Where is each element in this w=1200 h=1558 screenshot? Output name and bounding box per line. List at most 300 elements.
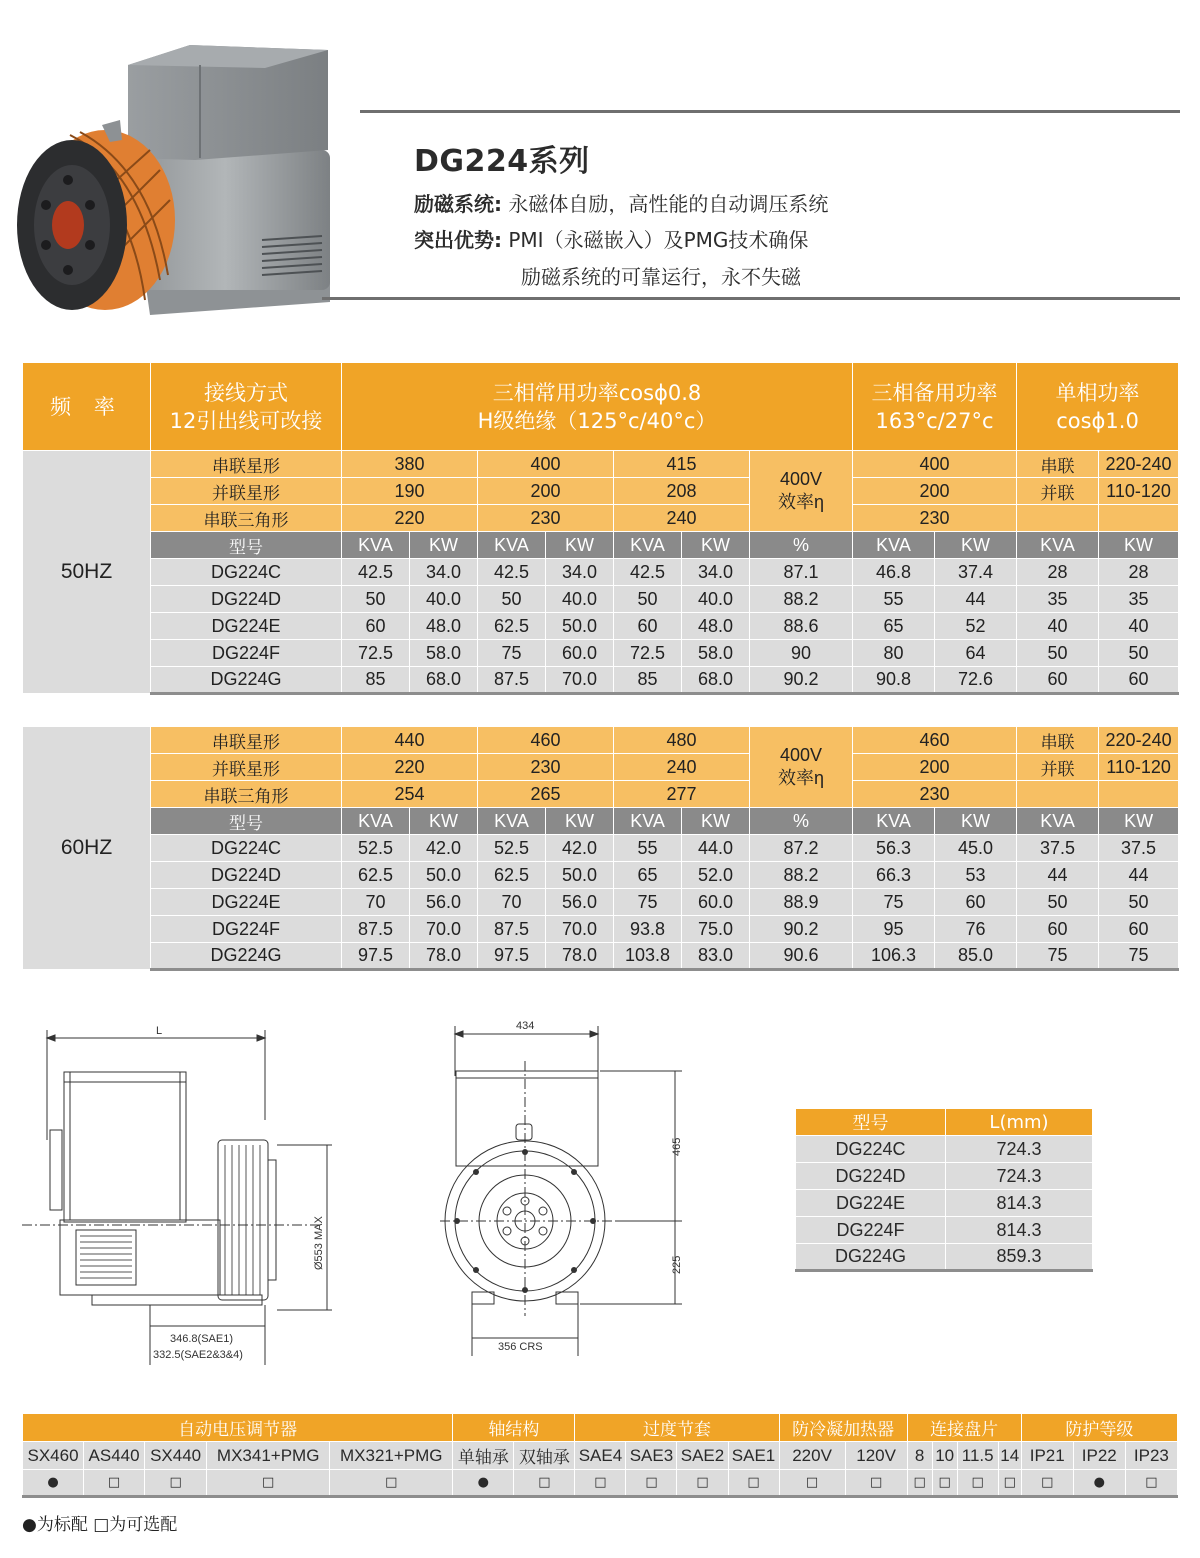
value-cell: 50 (478, 586, 546, 613)
value-cell: 34.0 (410, 559, 478, 586)
wiring-row (23, 727, 1179, 754)
value-cell: 75 (1099, 943, 1179, 970)
table-row (23, 586, 1179, 613)
efficiency-label: 400V 效率η (750, 727, 853, 808)
wiring-name: 串联三角形 (151, 505, 342, 532)
value-cell: 42.5 (614, 559, 682, 586)
value-cell: 65 (614, 862, 682, 889)
optional-mark: □ (998, 1470, 1021, 1497)
value-cell: 68.0 (410, 667, 478, 694)
column-header-row (23, 808, 1179, 835)
column-header: % (750, 532, 853, 559)
optional-mark: □ (779, 1470, 845, 1497)
single-phase-voltage: 110-120 (1099, 754, 1179, 781)
option-group: 连接盘片 (907, 1414, 1021, 1442)
value-cell: 78.0 (546, 943, 614, 970)
dim-height-225: 225 (671, 1255, 683, 1274)
standby-voltage: 400 (853, 451, 1017, 478)
length-row (796, 1190, 1093, 1217)
header-rule-bottom (322, 297, 1180, 300)
standby-voltage: 200 (853, 478, 1017, 505)
model-cell: DG224E (151, 889, 342, 916)
value-cell: 65 (853, 613, 935, 640)
excitation-label: 励磁系统: (414, 192, 502, 216)
value-cell: 50.0 (410, 862, 478, 889)
option-name: MX341+PMG (207, 1442, 330, 1470)
option-name: SX460 (23, 1442, 84, 1470)
column-header: 型号 (151, 532, 342, 559)
length-value: 814.3 (946, 1217, 1093, 1244)
option-name: 14 (998, 1442, 1021, 1470)
value-cell: 90.2 (750, 916, 853, 943)
length-value: 859.3 (946, 1244, 1093, 1271)
value-cell: 52.0 (682, 862, 750, 889)
option-group: 过度节套 (575, 1414, 779, 1442)
length-value: 724.3 (946, 1163, 1093, 1190)
column-header: KW (682, 532, 750, 559)
value-cell: 72.6 (935, 667, 1017, 694)
voltage-value: 254 (342, 781, 478, 808)
length-row (796, 1163, 1093, 1190)
optional-mark: □ (330, 1470, 453, 1497)
value-cell: 70 (342, 889, 410, 916)
column-header: KW (410, 808, 478, 835)
value-cell: 72.5 (342, 640, 410, 667)
spec-table-60hz (22, 726, 1179, 971)
voltage-value: 460 (478, 727, 614, 754)
option-group: 轴结构 (453, 1414, 575, 1442)
voltage-value: 400 (478, 451, 614, 478)
value-cell: 87.5 (478, 667, 546, 694)
column-header: KVA (853, 808, 935, 835)
value-cell: 62.5 (478, 862, 546, 889)
table-row (23, 889, 1179, 916)
model-cell: DG224G (151, 667, 342, 694)
advantage-label: 突出优势: (414, 228, 502, 252)
optional-mark: □ (84, 1470, 145, 1497)
voltage-value: 220 (342, 505, 478, 532)
voltage-value: 200 (478, 478, 614, 505)
single-phase-voltage (1099, 781, 1179, 808)
option-name: IP21 (1021, 1442, 1073, 1470)
model-cell: DG224F (151, 916, 342, 943)
value-cell: 48.0 (410, 613, 478, 640)
wiring-name: 串联星形 (151, 451, 342, 478)
option-name: SAE2 (677, 1442, 728, 1470)
option-group-row (23, 1414, 1178, 1442)
option-name: 双轴承 (514, 1442, 575, 1470)
model-cell: DG224D (151, 586, 342, 613)
dim-l: L (156, 1025, 163, 1037)
option-name: SAE4 (575, 1442, 626, 1470)
option-name: 10 (932, 1442, 957, 1470)
value-cell: 75 (853, 889, 935, 916)
value-cell: 40 (1017, 613, 1099, 640)
value-cell: 97.5 (478, 943, 546, 970)
value-cell: 90.2 (750, 667, 853, 694)
model-cell: DG224C (796, 1136, 946, 1163)
single-phase-label: 并联 (1017, 478, 1099, 505)
column-header: KVA (478, 532, 546, 559)
column-header: % (750, 808, 853, 835)
optional-mark: □ (845, 1470, 907, 1497)
value-cell: 87.5 (478, 916, 546, 943)
option-name: 8 (907, 1442, 932, 1470)
single-phase-voltage: 220-240 (1099, 727, 1179, 754)
value-cell: 42.0 (546, 835, 614, 862)
voltage-value: 415 (614, 451, 750, 478)
table-row (23, 943, 1179, 970)
header-single-phase: 单相功率 cosϕ1.0 (1017, 363, 1179, 451)
value-cell: 83.0 (682, 943, 750, 970)
single-phase-label: 串联 (1017, 451, 1099, 478)
value-cell: 44.0 (682, 835, 750, 862)
value-cell: 56.0 (546, 889, 614, 916)
value-cell: 45.0 (935, 835, 1017, 862)
value-cell: 55 (853, 586, 935, 613)
optional-mark: □ (1021, 1470, 1073, 1497)
value-cell: 53 (935, 862, 1017, 889)
option-group: 防护等级 (1021, 1414, 1177, 1442)
value-cell: 97.5 (342, 943, 410, 970)
standby-voltage: 230 (853, 505, 1017, 532)
value-cell: 44 (1017, 862, 1099, 889)
wiring-name: 串联星形 (151, 727, 342, 754)
length-header: 型号 (796, 1109, 946, 1136)
value-cell: 87.2 (750, 835, 853, 862)
single-phase-voltage (1099, 505, 1179, 532)
value-cell: 28 (1017, 559, 1099, 586)
column-header-row (23, 532, 1179, 559)
voltage-value: 230 (478, 754, 614, 781)
excitation-line (414, 188, 828, 217)
length-header-row (796, 1109, 1093, 1136)
option-name: MX321+PMG (330, 1442, 453, 1470)
value-cell: 106.3 (853, 943, 935, 970)
value-cell: 75 (478, 640, 546, 667)
header-standby-power: 三相备用功率 163°c/27°c (853, 363, 1017, 451)
value-cell: 52 (935, 613, 1017, 640)
value-cell: 88.2 (750, 862, 853, 889)
options-table (22, 1413, 1178, 1498)
value-cell: 60 (1017, 667, 1099, 694)
value-cell: 85.0 (935, 943, 1017, 970)
single-phase-voltage: 110-120 (1099, 478, 1179, 505)
advantage-line (414, 224, 808, 253)
standard-mark: ● (23, 1470, 84, 1497)
value-cell: 37.4 (935, 559, 1017, 586)
wiring-row (23, 781, 1179, 808)
table-row (23, 559, 1179, 586)
column-header: KW (935, 532, 1017, 559)
header-continuous-power: 三相常用功率cosϕ0.8 H级绝缘（125°c/40°c） (342, 363, 853, 451)
optional-mark: □ (932, 1470, 957, 1497)
option-name: SX440 (145, 1442, 207, 1470)
optional-mark: □ (957, 1470, 998, 1497)
table-row (23, 916, 1179, 943)
option-name: 220V (779, 1442, 845, 1470)
standby-voltage: 460 (853, 727, 1017, 754)
value-cell: 44 (935, 586, 1017, 613)
value-cell: 42.0 (410, 835, 478, 862)
option-name: 120V (845, 1442, 907, 1470)
standard-mark: ● (1073, 1470, 1125, 1497)
dim-width: 434 (516, 1020, 535, 1032)
length-row (796, 1217, 1093, 1244)
column-header: KW (1099, 532, 1179, 559)
option-name: IP22 (1073, 1442, 1125, 1470)
value-cell: 85 (342, 667, 410, 694)
single-phase-label: 并联 (1017, 754, 1099, 781)
value-cell: 103.8 (614, 943, 682, 970)
value-cell: 75 (1017, 943, 1099, 970)
table-row (23, 862, 1179, 889)
column-header: KVA (614, 532, 682, 559)
value-cell: 50 (1017, 889, 1099, 916)
value-cell: 34.0 (682, 559, 750, 586)
model-cell: DG224E (151, 613, 342, 640)
column-header: KW (682, 808, 750, 835)
optional-mark: □ (626, 1470, 677, 1497)
wiring-name: 并联星形 (151, 478, 342, 505)
model-cell: DG224G (151, 943, 342, 970)
optional-mark: □ (728, 1470, 779, 1497)
value-cell: 58.0 (682, 640, 750, 667)
option-name: SAE1 (728, 1442, 779, 1470)
value-cell: 60.0 (682, 889, 750, 916)
value-cell: 52.5 (342, 835, 410, 862)
value-cell: 90.8 (853, 667, 935, 694)
single-phase-label (1017, 505, 1099, 532)
spec-table-50hz (22, 362, 1179, 695)
length-header: L(mm) (946, 1109, 1093, 1136)
value-cell: 87.5 (342, 916, 410, 943)
model-cell: DG224D (151, 862, 342, 889)
value-cell: 55 (614, 835, 682, 862)
value-cell: 70 (478, 889, 546, 916)
excitation-text: 永磁体自励，高性能的自动调压系统 (502, 192, 829, 216)
optional-mark: □ (145, 1470, 207, 1497)
value-cell: 70.0 (546, 916, 614, 943)
option-name: 单轴承 (453, 1442, 514, 1470)
column-header: KW (546, 532, 614, 559)
length-row (796, 1244, 1093, 1271)
legend: ●为标配 □为可选配 (22, 1515, 178, 1535)
value-cell: 52.5 (478, 835, 546, 862)
value-cell: 48.0 (682, 613, 750, 640)
dim-height-465: 465 (671, 1137, 683, 1156)
value-cell: 60 (614, 613, 682, 640)
optional-mark: □ (514, 1470, 575, 1497)
value-cell: 50.0 (546, 613, 614, 640)
dim-sae1: 346.8(SAE1) (170, 1333, 233, 1345)
column-header: KW (546, 808, 614, 835)
option-group: 防冷凝加热器 (779, 1414, 907, 1442)
generator-photo (10, 40, 340, 340)
advantage-line-2: 励磁系统的可靠运行，永不失磁 (521, 265, 801, 289)
option-name: IP23 (1125, 1442, 1177, 1470)
value-cell: 42.5 (342, 559, 410, 586)
value-cell: 60 (1099, 916, 1179, 943)
model-cell: DG224C (151, 559, 342, 586)
value-cell: 50 (1099, 640, 1179, 667)
voltage-value: 440 (342, 727, 478, 754)
series-title: DG224系列 (414, 144, 590, 179)
value-cell: 56.3 (853, 835, 935, 862)
standard-mark: ● (453, 1470, 514, 1497)
value-cell: 75 (614, 889, 682, 916)
dim-sae2: 332.5(SAE2&3&4) (153, 1349, 243, 1361)
value-cell: 66.3 (853, 862, 935, 889)
value-cell: 35 (1099, 586, 1179, 613)
table-row (23, 613, 1179, 640)
value-cell: 50 (614, 586, 682, 613)
column-header: 型号 (151, 808, 342, 835)
value-cell: 90 (750, 640, 853, 667)
model-cell: DG224D (796, 1163, 946, 1190)
header-rule-top (360, 110, 1180, 113)
table-row (23, 640, 1179, 667)
model-cell: DG224F (151, 640, 342, 667)
table-row (23, 667, 1179, 694)
column-header: KVA (478, 808, 546, 835)
value-cell: 87.1 (750, 559, 853, 586)
column-header: KW (1099, 808, 1179, 835)
value-cell: 50 (1017, 640, 1099, 667)
value-cell: 72.5 (614, 640, 682, 667)
voltage-value: 240 (614, 754, 750, 781)
frequency-label: 50HZ (23, 451, 151, 694)
efficiency-label: 400V 效率η (750, 451, 853, 532)
value-cell: 40 (1099, 613, 1179, 640)
value-cell: 88.2 (750, 586, 853, 613)
value-cell: 70.0 (546, 667, 614, 694)
single-phase-voltage: 220-240 (1099, 451, 1179, 478)
value-cell: 46.8 (853, 559, 935, 586)
optional-mark: □ (207, 1470, 330, 1497)
value-cell: 28 (1099, 559, 1179, 586)
optional-mark: □ (677, 1470, 728, 1497)
header-frequency: 频 率 (23, 363, 151, 451)
value-cell: 40.0 (682, 586, 750, 613)
option-name: SAE3 (626, 1442, 677, 1470)
wiring-row (23, 478, 1179, 505)
option-group: 自动电压调节器 (23, 1414, 453, 1442)
value-cell: 50.0 (546, 862, 614, 889)
model-cell: DG224G (796, 1244, 946, 1271)
model-cell: DG224E (796, 1190, 946, 1217)
front-view-drawing (430, 1016, 700, 1361)
option-name: 11.5 (957, 1442, 998, 1470)
value-cell: 50 (1099, 889, 1179, 916)
column-header: KVA (853, 532, 935, 559)
length-value: 814.3 (946, 1190, 1093, 1217)
value-cell: 64 (935, 640, 1017, 667)
voltage-value: 208 (614, 478, 750, 505)
voltage-value: 220 (342, 754, 478, 781)
frequency-label: 60HZ (23, 727, 151, 970)
value-cell: 70.0 (410, 916, 478, 943)
value-cell: 78.0 (410, 943, 478, 970)
value-cell: 80 (853, 640, 935, 667)
value-cell: 37.5 (1099, 835, 1179, 862)
dim-diameter: Ø553 MAX (313, 1216, 325, 1270)
voltage-value: 380 (342, 451, 478, 478)
wiring-row (23, 505, 1179, 532)
value-cell: 88.9 (750, 889, 853, 916)
length-table (795, 1108, 1093, 1272)
advantage-text: PMI（永磁嵌入）及PMG技术确保 (502, 228, 809, 252)
value-cell: 34.0 (546, 559, 614, 586)
column-header: KVA (342, 532, 410, 559)
voltage-value: 240 (614, 505, 750, 532)
value-cell: 40.0 (410, 586, 478, 613)
value-cell: 60.0 (546, 640, 614, 667)
value-cell: 50 (342, 586, 410, 613)
voltage-value: 230 (478, 505, 614, 532)
voltage-value: 265 (478, 781, 614, 808)
column-header: KVA (1017, 532, 1099, 559)
value-cell: 93.8 (614, 916, 682, 943)
side-view-drawing (22, 1020, 362, 1370)
wiring-row (23, 754, 1179, 781)
value-cell: 58.0 (410, 640, 478, 667)
wiring-name: 串联三角形 (151, 781, 342, 808)
standby-voltage: 230 (853, 781, 1017, 808)
optional-mark: □ (575, 1470, 626, 1497)
column-header: KVA (1017, 808, 1099, 835)
value-cell: 62.5 (478, 613, 546, 640)
option-mark-row (23, 1470, 1178, 1497)
value-cell: 37.5 (1017, 835, 1099, 862)
model-cell: DG224C (151, 835, 342, 862)
value-cell: 90.6 (750, 943, 853, 970)
wiring-name: 并联星形 (151, 754, 342, 781)
column-header: KW (935, 808, 1017, 835)
value-cell: 35 (1017, 586, 1099, 613)
value-cell: 44 (1099, 862, 1179, 889)
standby-voltage: 200 (853, 754, 1017, 781)
column-header: KVA (342, 808, 410, 835)
value-cell: 68.0 (682, 667, 750, 694)
option-name-row (23, 1442, 1178, 1470)
single-phase-label: 串联 (1017, 727, 1099, 754)
voltage-value: 190 (342, 478, 478, 505)
value-cell: 60 (1099, 667, 1179, 694)
column-header: KVA (614, 808, 682, 835)
optional-mark: □ (1125, 1470, 1177, 1497)
value-cell: 76 (935, 916, 1017, 943)
single-phase-label (1017, 781, 1099, 808)
value-cell: 56.0 (410, 889, 478, 916)
header-wiring: 接线方式 12引出线可改接 (151, 363, 342, 451)
value-cell: 60 (1017, 916, 1099, 943)
dim-crs: 356 CRS (498, 1341, 543, 1353)
model-cell: DG224F (796, 1217, 946, 1244)
table-row (23, 835, 1179, 862)
value-cell: 95 (853, 916, 935, 943)
value-cell: 62.5 (342, 862, 410, 889)
value-cell: 42.5 (478, 559, 546, 586)
value-cell: 85 (614, 667, 682, 694)
length-value: 724.3 (946, 1136, 1093, 1163)
value-cell: 60 (342, 613, 410, 640)
length-row (796, 1136, 1093, 1163)
value-cell: 60 (935, 889, 1017, 916)
optional-mark: □ (907, 1470, 932, 1497)
option-name: AS440 (84, 1442, 145, 1470)
value-cell: 88.6 (750, 613, 853, 640)
